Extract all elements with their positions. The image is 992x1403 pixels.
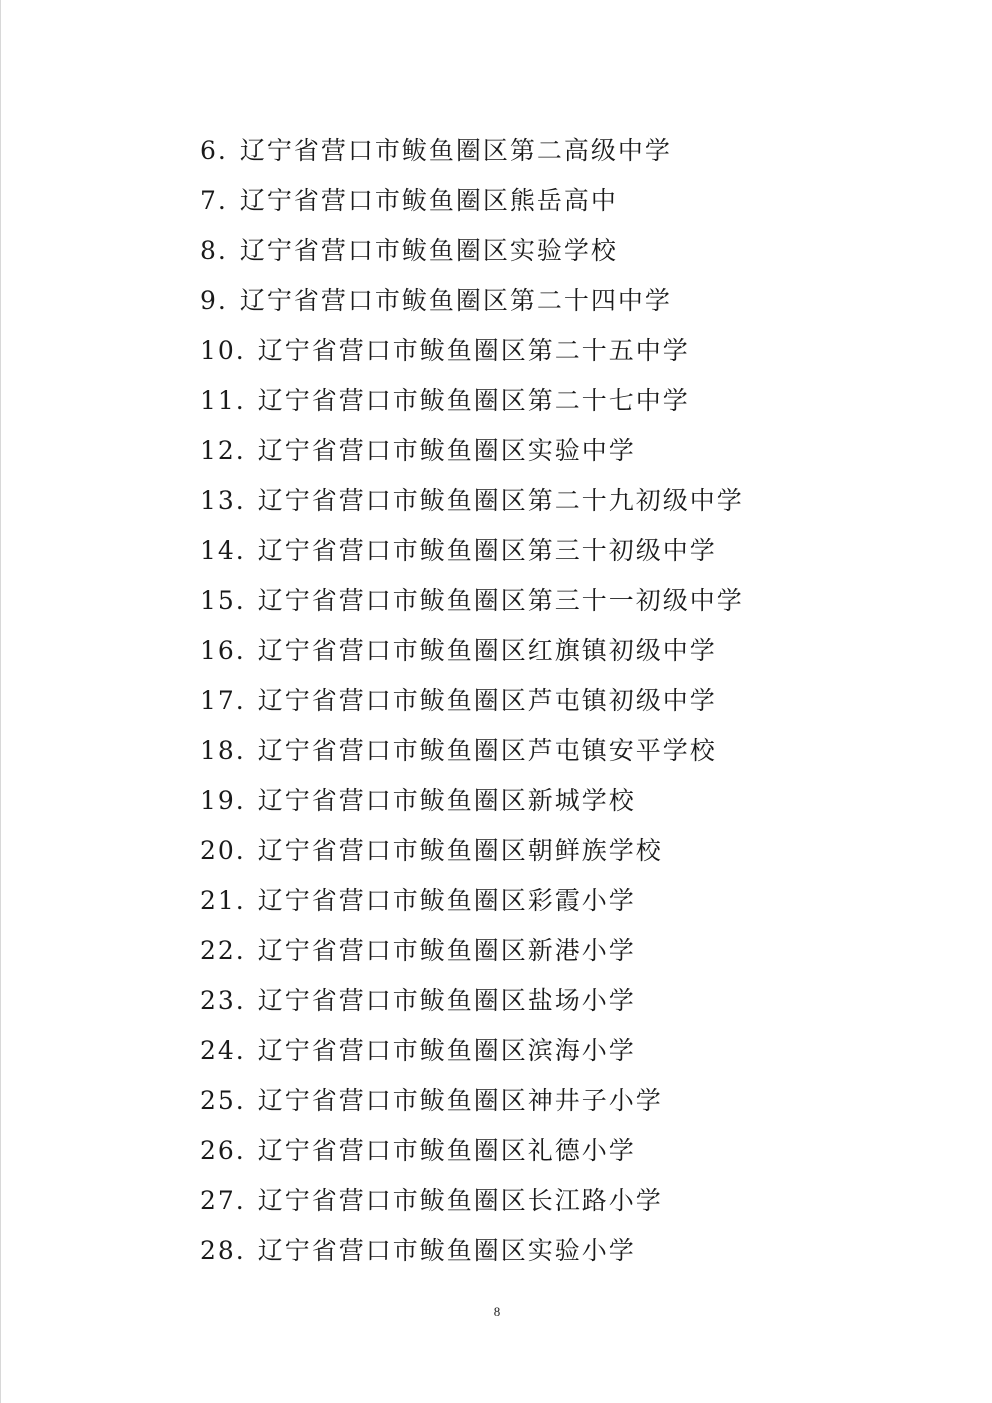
list-item-number: 18.: [200, 736, 246, 765]
list-item-text: 辽宁省营口市鲅鱼圈区朝鲜族学校: [257, 836, 663, 865]
list-item-number: 8.: [200, 236, 228, 265]
list-item-number: 6.: [200, 136, 228, 165]
list-item: [200, 931, 744, 981]
list-item-text: 辽宁省营口市鲅鱼圈区第二十九初级中学: [257, 486, 744, 515]
list-item-number: 23.: [200, 986, 246, 1015]
list-item-number: 12.: [200, 436, 246, 465]
list-item-text: 辽宁省营口市鲅鱼圈区新城学校: [257, 786, 636, 815]
page-number: 8: [493, 1304, 501, 1319]
list-item-text: 辽宁省营口市鲅鱼圈区实验学校: [239, 236, 618, 265]
list-item: [200, 1081, 744, 1131]
list-item-text: 辽宁省营口市鲅鱼圈区第二十四中学: [239, 286, 672, 315]
list-item: [200, 431, 744, 481]
list-item-text: 辽宁省营口市鲅鱼圈区第三十一初级中学: [257, 586, 744, 615]
list-item: [200, 131, 744, 181]
list-item-text: 辽宁省营口市鲅鱼圈区红旗镇初级中学: [257, 636, 717, 665]
list-item: [200, 181, 744, 231]
list-item: [200, 1231, 744, 1281]
list-item: [200, 731, 744, 781]
list-item-text: 辽宁省营口市鲅鱼圈区第三十初级中学: [257, 536, 717, 565]
list-item-text: 辽宁省营口市鲅鱼圈区实验小学: [257, 1236, 636, 1265]
list-item: [200, 1131, 744, 1181]
list-item-number: 27.: [200, 1186, 246, 1215]
list-item-number: 7.: [200, 186, 228, 215]
list-item: [200, 631, 744, 681]
list-item-number: 13.: [200, 486, 246, 515]
list-item-text: 辽宁省营口市鲅鱼圈区芦屯镇初级中学: [257, 686, 717, 715]
list-item: [200, 881, 744, 931]
list-item-text: 辽宁省营口市鲅鱼圈区第二十五中学: [257, 336, 690, 365]
list-item-text: 辽宁省营口市鲅鱼圈区彩霞小学: [257, 886, 636, 915]
list-item-number: 17.: [200, 686, 246, 715]
list-item-number: 9.: [200, 286, 228, 315]
list-item-number: 10.: [200, 336, 246, 365]
list-item: [200, 331, 744, 381]
list-item-number: 26.: [200, 1136, 246, 1165]
list-item: [200, 231, 744, 281]
list-item-number: 25.: [200, 1086, 246, 1115]
list-item-number: 16.: [200, 636, 246, 665]
list-item-text: 辽宁省营口市鲅鱼圈区盐场小学: [257, 986, 636, 1015]
list-item-text: 辽宁省营口市鲅鱼圈区滨海小学: [257, 1036, 636, 1065]
list-item: [200, 531, 744, 581]
list-item-number: 20.: [200, 836, 246, 865]
list-item-number: 19.: [200, 786, 246, 815]
list-item-number: 21.: [200, 886, 246, 915]
list-item-number: 15.: [200, 586, 246, 615]
list-item-text: 辽宁省营口市鲅鱼圈区新港小学: [257, 936, 636, 965]
school-list: [200, 131, 744, 1281]
list-item: [200, 1031, 744, 1081]
list-item: [200, 581, 744, 631]
list-item-number: 22.: [200, 936, 246, 965]
list-item: [200, 981, 744, 1031]
list-item-text: 辽宁省营口市鲅鱼圈区熊岳高中: [239, 186, 618, 215]
list-item: [200, 281, 744, 331]
list-item: [200, 831, 744, 881]
list-item: [200, 381, 744, 431]
list-item-number: 14.: [200, 536, 246, 565]
list-item-text: 辽宁省营口市鲅鱼圈区芦屯镇安平学校: [257, 736, 717, 765]
list-item-text: 辽宁省营口市鲅鱼圈区长江路小学: [257, 1186, 663, 1215]
list-item-number: 28.: [200, 1236, 246, 1265]
list-item-number: 11.: [200, 386, 246, 415]
list-item-number: 24.: [200, 1036, 246, 1065]
list-item: [200, 781, 744, 831]
list-item-text: 辽宁省营口市鲅鱼圈区第二高级中学: [239, 136, 672, 165]
list-item-text: 辽宁省营口市鲅鱼圈区神井子小学: [257, 1086, 663, 1115]
list-item-text: 辽宁省营口市鲅鱼圈区礼德小学: [257, 1136, 636, 1165]
list-item-text: 辽宁省营口市鲅鱼圈区实验中学: [257, 436, 636, 465]
list-item: [200, 481, 744, 531]
list-item: [200, 1181, 744, 1231]
list-item-text: 辽宁省营口市鲅鱼圈区第二十七中学: [257, 386, 690, 415]
list-item: [200, 681, 744, 731]
